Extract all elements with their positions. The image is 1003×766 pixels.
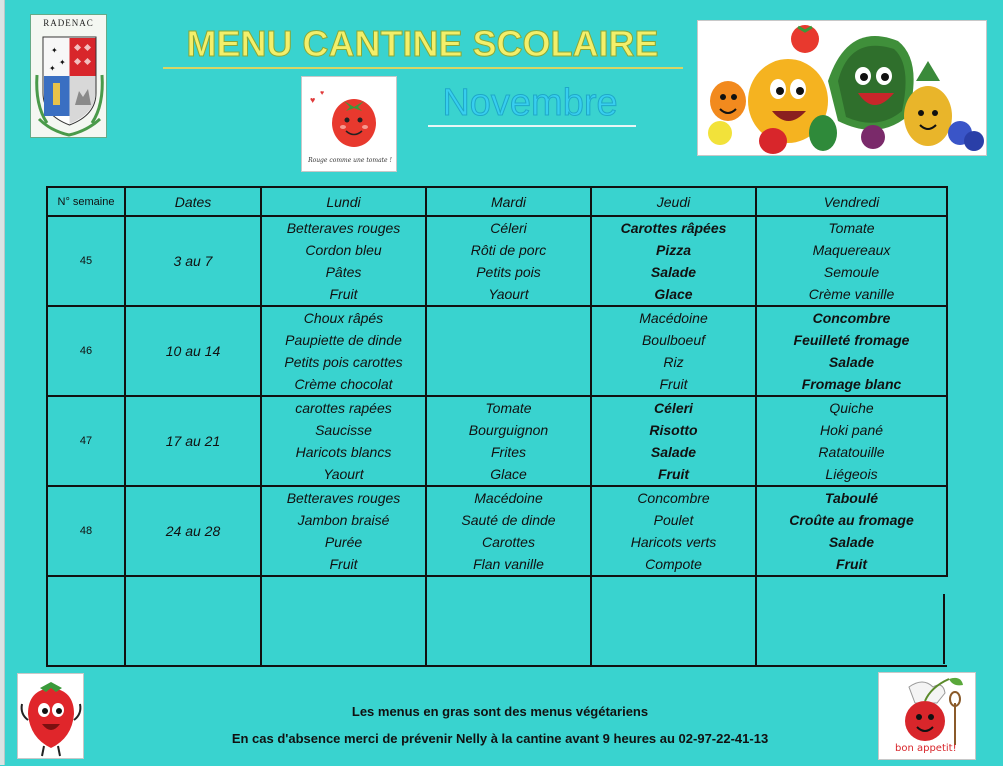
dish-item: Liégeois — [825, 466, 878, 482]
menu-cell-vendredi — [756, 216, 947, 306]
dish-item: Haricots verts — [630, 534, 717, 550]
dish-item: Salade — [650, 264, 697, 280]
dish-item: Boulboeuf — [641, 332, 706, 348]
menu-cell-lundi — [261, 216, 426, 306]
town-logo — [30, 14, 107, 138]
header-lundi: Lundi — [261, 187, 426, 216]
month-underline — [428, 125, 636, 127]
dish-item: Ratatouille — [818, 444, 885, 460]
dish-item: Pizza — [655, 242, 691, 258]
dish-item: Purée — [324, 534, 363, 550]
dish-item: Concombre — [812, 310, 891, 326]
logo-text: RADENAC — [43, 18, 94, 28]
table-row — [47, 216, 947, 306]
table-row — [47, 396, 947, 486]
dish-item: Yaourt — [323, 466, 364, 482]
svg-text:♥: ♥ — [310, 95, 316, 105]
menu-cell-vendredi — [756, 396, 947, 486]
dish-item: Semoule — [823, 264, 880, 280]
week-dates: 10 au 14 — [125, 306, 261, 396]
dish-item: Pâtes — [325, 264, 362, 280]
menu-cell-lundi — [261, 306, 426, 396]
dish-item: Betteraves rouges — [286, 490, 401, 506]
empty-row — [47, 576, 947, 666]
week-number: 46 — [47, 306, 125, 396]
week-dates: 3 au 7 — [125, 216, 261, 306]
dish-item: Yaourt — [488, 286, 529, 302]
week-dates: 17 au 21 — [125, 396, 261, 486]
menu-cell-vendredi — [756, 486, 947, 576]
fruits-illustration — [697, 20, 987, 156]
dish-item: Hoki pané — [819, 422, 884, 438]
empty-cell — [756, 576, 947, 666]
dish-item: Compote — [645, 556, 702, 572]
dish-item: Macédoine — [639, 310, 708, 326]
dish-item: Paupiette de dinde — [285, 332, 402, 348]
dish-item: Salade — [828, 354, 875, 370]
vegetarian-note: Les menus en gras sont des menus végétariens — [351, 704, 649, 719]
dish-item: Rôti de porc — [470, 242, 547, 258]
menu-cell-mardi — [426, 306, 591, 396]
month-title: Novembre — [442, 82, 618, 124]
table-header-row — [47, 187, 947, 216]
dish-item: Taboulé — [824, 490, 879, 506]
dish-item: Saucisse — [315, 422, 372, 438]
table-row — [47, 486, 947, 576]
page-title: MENU CANTINE SCOLAIRE — [186, 23, 659, 64]
menu-cell-jeudi — [591, 216, 756, 306]
menu-cell-vendredi — [756, 306, 947, 396]
menu-cell-jeudi — [591, 306, 756, 396]
header-jeudi: Jeudi — [591, 187, 756, 216]
dish-item: Fruit — [657, 466, 690, 482]
dish-item: Tomate — [828, 220, 875, 236]
week-number: 48 — [47, 486, 125, 576]
absence-note: En cas d'absence merci de prévenir Nelly à la cantine avant 9 heures au 02-97-22-41-13 — [231, 731, 769, 746]
dish-item: Poulet — [653, 512, 694, 528]
dish-item: Fruit — [835, 556, 868, 572]
svg-text:✦: ✦ — [51, 46, 58, 55]
dish-item: Glace — [490, 466, 527, 482]
dish-item: Betteraves rouges — [286, 220, 401, 236]
empty-cell — [47, 576, 125, 666]
strawberry-illustration — [17, 673, 84, 759]
dish-item: Riz — [663, 354, 684, 370]
header-week: N° semaine — [47, 187, 125, 216]
dish-item: Tomate — [485, 400, 532, 416]
dish-item: Salade — [828, 534, 875, 550]
dish-item: Petits pois — [476, 264, 541, 280]
dish-item: Feuilleté fromage — [793, 332, 910, 348]
dish-item: Crème vanille — [808, 286, 895, 302]
svg-text:♥: ♥ — [320, 90, 325, 97]
table-row — [47, 306, 947, 396]
dish-item: Salade — [650, 444, 697, 460]
empty-cell — [591, 576, 756, 666]
empty-cell — [125, 576, 261, 666]
dish-item: Fruit — [329, 286, 358, 302]
empty-cell — [426, 576, 591, 666]
dish-item: Bourguignon — [468, 422, 549, 438]
title-underline — [163, 67, 683, 69]
dish-item: Risotto — [649, 422, 698, 438]
menu-cell-mardi — [426, 486, 591, 576]
header-vendredi: Vendredi — [756, 187, 947, 216]
spreadsheet-edge — [0, 0, 5, 765]
empty-cell — [261, 576, 426, 666]
menu-cell-jeudi — [591, 396, 756, 486]
dish-item: Céleri — [654, 400, 693, 416]
dish-item: carottes rapées — [295, 400, 392, 416]
dish-item: Croûte au fromage — [789, 512, 914, 528]
dish-item: Cordon bleu — [305, 242, 382, 258]
header-mardi: Mardi — [426, 187, 591, 216]
menu-cell-mardi — [426, 396, 591, 486]
dish-item: Jambon braisé — [297, 512, 390, 528]
menu-cell-lundi — [261, 486, 426, 576]
coat-of-arms-icon — [31, 15, 108, 139]
cherry-caption: bon appetit! — [895, 743, 957, 754]
menu-table — [46, 186, 948, 667]
dish-item: Sauté de dinde — [461, 512, 556, 528]
dish-item: Maquereaux — [812, 242, 891, 258]
table-border-stub — [943, 594, 945, 664]
dish-item: Flan vanille — [473, 556, 544, 572]
dish-item: Crème chocolat — [294, 376, 393, 392]
week-dates: 24 au 28 — [125, 486, 261, 576]
dish-item: Choux râpés — [303, 310, 384, 326]
dish-item: Fruit — [659, 376, 688, 392]
dish-item: Carottes — [482, 534, 535, 550]
dish-item: Fromage blanc — [801, 376, 902, 392]
strawberry-icon — [18, 674, 85, 760]
svg-text:✦: ✦ — [49, 64, 56, 73]
header-dates: Dates — [125, 187, 261, 216]
svg-text:✦: ✦ — [59, 58, 66, 67]
dish-item: Carottes râpées — [620, 220, 727, 236]
dish-item: Macédoine — [474, 490, 543, 506]
dish-item: Concombre — [637, 490, 710, 506]
tomato-illustration — [301, 76, 397, 172]
dish-item: Frites — [491, 444, 526, 460]
dish-item: Glace — [654, 286, 693, 302]
dish-item: Céleri — [490, 220, 527, 236]
week-number: 45 — [47, 216, 125, 306]
dish-item: Fruit — [329, 556, 358, 572]
dish-item: Haricots blancs — [295, 444, 392, 460]
dish-item: Quiche — [829, 400, 874, 416]
tomato-caption: Rouge comme une tomate ! — [308, 157, 392, 164]
happy-fruits-icon — [698, 21, 988, 157]
menu-cell-mardi — [426, 216, 591, 306]
week-number: 47 — [47, 396, 125, 486]
menu-cell-lundi — [261, 396, 426, 486]
menu-cell-jeudi — [591, 486, 756, 576]
cherry-illustration — [878, 672, 976, 760]
dish-item: Petits pois carottes — [284, 354, 403, 370]
